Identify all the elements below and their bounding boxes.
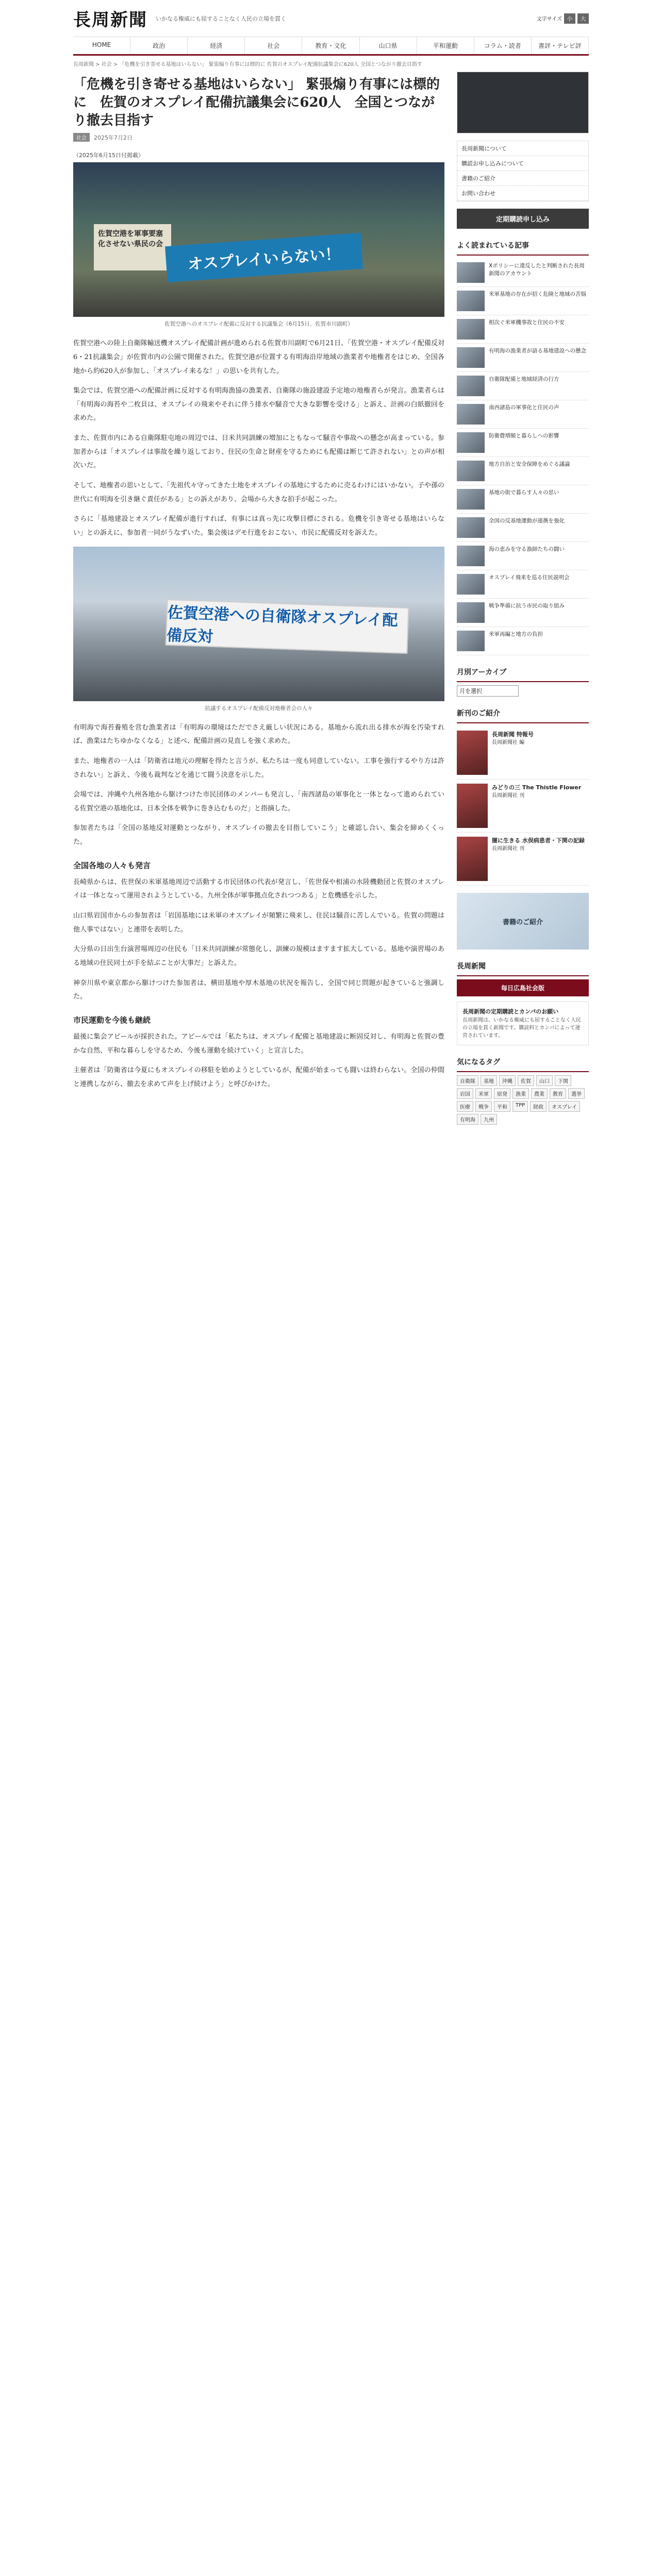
ranking-thumbnail — [457, 432, 485, 453]
ranking-item[interactable] — [457, 287, 589, 315]
photo-banner: 佐賀空港への自衛隊オスプレイ配備反対 — [166, 599, 409, 653]
ranking-item-title: 自衛隊配備と地域経済の行方 — [489, 376, 559, 382]
sidebar — [457, 72, 589, 1132]
book-item[interactable] — [457, 833, 589, 886]
tag[interactable]: 農業 — [531, 1088, 548, 1099]
publish-note: （2025年6月15日付掲載） — [73, 152, 144, 159]
ranking-item[interactable] — [457, 542, 589, 570]
ranking-thumbnail — [457, 262, 485, 283]
ranking-item[interactable] — [457, 570, 589, 599]
article-paragraph: 集会では、佐賀空港への配備計画に反対する有明海漁協の漁業者、自衛隊の施設建設予定地の地権者らが発言。漁業者らは「有明海の海苔や二枚貝は、オスプレイの飛来やそれに伴う排水や騒音で大きな影響を受ける」と訴え、計画の白紙撤回を求めた。 — [73, 387, 444, 422]
ranking-item-title: 米軍基地の存在が招く危険と地域の苦悩 — [489, 291, 586, 297]
book-item[interactable] — [457, 779, 589, 833]
tag[interactable]: 戦争 — [475, 1101, 492, 1112]
article-paragraph: 参加者たちは「全国の基地反対運動とつながり、オスプレイの撤去を目指していこう」と確認し合い、集会を締めくくった。 — [73, 824, 444, 846]
ranking-item[interactable] — [457, 344, 589, 372]
book-title: 長周新聞 特報号 — [492, 731, 534, 738]
ranking-item-title: オスプレイ飛来を巡る住民説明会 — [489, 574, 570, 581]
nav-item[interactable]: コラム・読者 — [474, 37, 532, 54]
tag[interactable]: 山口 — [536, 1075, 553, 1086]
article-main — [73, 72, 452, 1132]
book-meta: 長周新聞社 編 — [492, 739, 525, 745]
ranking-item-title: 南西諸島の軍事化と住民の声 — [489, 404, 559, 411]
ranking-thumbnail — [457, 376, 485, 396]
ranking-item[interactable] — [457, 259, 589, 287]
tags-title: 気になるタグ — [457, 1053, 589, 1072]
ranking-item-title: 地方自治と安全保障をめぐる議論 — [489, 461, 570, 467]
section-heading: 全国各地の人々も発言 — [73, 860, 151, 870]
tag[interactable]: 財政 — [530, 1101, 547, 1112]
ranking-item-title: 全国の反基地運動が連携を強化 — [489, 518, 565, 524]
sidebar-link[interactable]: 書籍のご紹介 — [457, 171, 588, 186]
tag[interactable]: 下関 — [555, 1075, 571, 1086]
book-title: 闇に生きる 水俣病患者・下関の記録 — [492, 837, 585, 844]
breadcrumb[interactable]: 長周新聞 > 社会 > 「危機を引き寄せる基地はいらない」 緊張煽り有事には標的に 佐賀のオスプレイ配備抗議集会に620人 全国とつながり撤去目指す — [73, 62, 422, 67]
ranking-thumbnail — [457, 461, 485, 481]
nav-item[interactable]: 書評・テレビ評 — [532, 37, 589, 54]
article-paragraph: 主催者は「防衛省は今夏にもオスプレイの移駐を始めようとしているが、配備が始まっても闘いは終わらない。全国の仲間と連携しながら、撤去を求めて声を上げ続けよう」と呼びかけた。 — [73, 1066, 444, 1088]
ranking-thumbnail — [457, 347, 485, 368]
ranking-item[interactable] — [457, 627, 589, 655]
sidebar-links — [457, 141, 589, 201]
books-title: 新刊のご紹介 — [457, 704, 589, 723]
ranking-thumbnail — [457, 574, 485, 595]
sidebar-link[interactable]: 購読お申し込みについて — [457, 156, 588, 171]
sidebar-link[interactable]: 長周新聞について — [457, 141, 588, 156]
page — [73, 0, 589, 1132]
ranking-item[interactable] — [457, 457, 589, 485]
ranking-item-title: 基地の街で暮らす人々の思い — [489, 489, 559, 496]
ranking-title: よく読まれている記事 — [457, 236, 589, 256]
article-paragraph: 会場では、沖縄や九州各地から駆けつけた市民団体のメンバーも発言し、「南西諸島の軍事化と一体となって進められている佐賀空港の基地化は、日本全体を戦争に巻き込むものだ」と指摘した。 — [73, 791, 444, 812]
tag[interactable]: 平和 — [494, 1101, 510, 1112]
article-paragraph: 山口県岩国市からの参加者は「岩国基地には米軍のオスプレイが頻繁に飛来し、住民は騒音に苦しんでいる。佐賀の問題は他人事ではない」と連帯を表明した。 — [73, 912, 444, 934]
article-paragraph: さらに「基地建設とオスプレイ配備が進行すれば、有事には真っ先に攻撃目標にされる。危機を引き寄せる基地はいらない」との訴えに、参加者一同がうなずいた。集会後はデモ行進をおこない、市民に配備反対を訴えた。 — [73, 515, 444, 537]
ranking-item[interactable] — [457, 485, 589, 514]
article-photo-rally — [73, 162, 444, 317]
article-paragraph: 有明海で海苔養殖を営む漁業者は「有明海の環境はただでさえ厳しい状況にある。基地から流れ出る排水が海を汚染すれば、漁業はたちゆかなくなる」と述べ、配備計画の見直しを強く求めた。 — [73, 723, 444, 745]
nav-item[interactable]: 平和運動 — [417, 37, 474, 54]
article-meta — [73, 133, 444, 142]
sidebar-link[interactable]: お問い合わせ — [457, 186, 588, 201]
sidebar-promo-image[interactable] — [457, 72, 589, 133]
book-meta: 長周新聞社 刊 — [492, 845, 525, 852]
subscribe-button[interactable]: 定期購読申し込み — [457, 209, 589, 229]
book-title: みどりの三 The Thistle Flower — [492, 784, 582, 791]
ranking-thumbnail — [457, 602, 485, 623]
newspaper-label: 長周新聞 — [457, 957, 589, 976]
nav-item[interactable]: 社会 — [245, 37, 302, 54]
ranking-item[interactable] — [457, 514, 589, 542]
font-small-button[interactable]: 小 — [564, 13, 575, 24]
nav-item[interactable]: HOME — [73, 37, 130, 54]
ranking-item[interactable] — [457, 599, 589, 627]
book-meta: 長周新聞社 刊 — [492, 792, 525, 799]
tag[interactable]: 九州 — [481, 1114, 497, 1125]
article-date: 2025年7月2日 — [94, 134, 133, 141]
photo-banner: オスプレイいらない！ — [165, 233, 363, 282]
tag[interactable]: 自衛隊 — [457, 1075, 478, 1086]
tag[interactable]: 基地 — [481, 1075, 497, 1086]
ranking-thumbnail — [457, 291, 485, 311]
nav-item[interactable]: 山口県 — [360, 37, 417, 54]
ranking-item-title: 米軍再編と地方の負担 — [489, 631, 543, 637]
article-paragraph: また、佐賀市内にある自衛隊駐屯地の周辺では、日米共同訓練の増加にともなって騒音や事故への懸念が高まっている。参加者からは「オスプレイは事故を繰り返しており、住民の生命と財産を守るためにも配備は断じて許されない」との声が相次いだ。 — [73, 434, 444, 470]
month-select[interactable]: 月を選択 — [457, 685, 519, 697]
article-paragraph: そして、地権者の思いとして、「先祖代々守ってきた土地をオスプレイの基地にするために売るわけにはいかない。子や孫の世代に有明海を引き継ぐ責任がある」との訴えがあり、会場から大きな拍手が起こった。 — [73, 482, 444, 503]
tag[interactable]: 選挙 — [568, 1088, 585, 1099]
section-heading: 市民運動を今後も継続 — [73, 1015, 151, 1025]
ranking-thumbnail — [457, 517, 485, 538]
ranking-item[interactable] — [457, 315, 589, 344]
book-item[interactable] — [457, 726, 589, 779]
ranking-list — [457, 259, 589, 655]
nav-item[interactable]: 経済 — [188, 37, 245, 54]
ranking-thumbnail — [457, 546, 485, 566]
tag[interactable]: TPP — [512, 1101, 528, 1112]
tag[interactable]: 沖縄 — [499, 1075, 516, 1086]
article-paragraph: また、地権者の一人は「防衛省は地元の理解を得たと言うが、私たちは一度も同意していない。工事を強行するやり方は許されない」と訴え、今後も裁判などを通じて闘う決意を示した。 — [73, 757, 444, 779]
article-title: 「危機を引き寄せる基地はいらない」 緊張煽り有事には標的に 佐賀のオスプレイ配備抗議集会に620人 全国とつながり撤去目指す — [73, 77, 440, 129]
ranking-item-title: 戦争準備に抗う市民の取り組み — [489, 603, 565, 609]
ranking-item-title: 相次ぐ米軍機事故と住民の不安 — [489, 319, 565, 326]
tag[interactable]: 佐賀 — [518, 1075, 534, 1086]
nav-item[interactable]: 政治 — [130, 37, 188, 54]
tag[interactable]: 岩国 — [457, 1088, 473, 1099]
photo-sign: 佐賀空港を軍事要塞化させない県民の会 — [94, 224, 171, 270]
ranking-item[interactable] — [457, 429, 589, 457]
ranking-item[interactable] — [457, 400, 589, 429]
book-cover — [457, 784, 488, 828]
photo-caption: 佐賀空港へのオスプレイ配備に反対する抗議集会（6月15日、佐賀市川副町） — [164, 321, 353, 328]
font-large-button[interactable]: 大 — [577, 13, 589, 24]
font-size-control — [537, 13, 589, 24]
ranking-item-title: 防衛費増額と暮らしへの影響 — [489, 433, 559, 439]
article-paragraph: 最後に集会アピールが採択された。アピールでは「私たちは、オスプレイ配備と基地建設に断固反対し、有明海と佐賀の豊かな自然、平和な暮らしを守るため、今後も運動を続けていく」と宣言した。 — [73, 1032, 444, 1055]
ranking-item-title: 海の恵みを守る漁師たちの闘い — [489, 546, 565, 552]
photo-caption: 抗議するオスプレイ配備反対地権者会の人々 — [205, 705, 313, 711]
subscription-info — [457, 1002, 589, 1045]
tag[interactable]: 有明海 — [457, 1114, 478, 1125]
article-paragraph: 佐賀空港への陸上自衛隊輸送機オスプレイ配備計画が進められる佐賀市川副町で6月21日、「佐賀空港・オスプレイ配備反対 6・21抗議集会」が佐賀市内の公園で開催された。佐賀空港が位置する有明海沿岸地域の漁業者や地権者をはじめ、全国各地から約620人が参加し、「オスプレイ来るな！」の思いを共有した。 — [73, 340, 452, 375]
books-banner[interactable]: 書籍のご紹介 — [457, 893, 589, 950]
book-cover — [457, 837, 488, 881]
nav-item[interactable]: 教育・文化 — [302, 37, 359, 54]
category-badge[interactable]: 社会 — [73, 133, 90, 142]
font-size-label: 文字サイズ — [536, 16, 562, 22]
info-title: 長周新聞の定期購読とカンパのお願い — [462, 1008, 559, 1015]
ranking-item-title: 有明海の漁業者が語る基地建設への懸念 — [489, 348, 586, 354]
tag[interactable]: 漁業 — [512, 1088, 529, 1099]
tag[interactable]: 医療 — [457, 1101, 473, 1112]
ranking-thumbnail — [457, 319, 485, 340]
tag[interactable]: 米軍 — [475, 1088, 492, 1099]
article-paragraph: 大分県の日出生台演習場周辺の住民も「日米共同訓練が常態化し、訓練の規模はますます拡大している。基地や演習場のある地域の住民同士が手を結ぶことが大事だ」と訴えた。 — [73, 945, 444, 967]
ranking-thumbnail — [457, 404, 485, 425]
ranking-thumbnail — [457, 631, 485, 651]
article-photo-protest — [73, 547, 444, 701]
main-nav — [73, 37, 589, 56]
archive-title: 月別アーカイブ — [457, 663, 589, 682]
tag[interactable]: 教育 — [550, 1088, 566, 1099]
tag[interactable]: 原発 — [494, 1088, 510, 1099]
ranking-item-title: Xポリシーに違反したと判断された長周新聞のアカウント — [489, 263, 585, 277]
article-paragraph: 神奈川県や東京都から駆けつけた参加者は、横田基地や厚木基地の状況を報告し、全国で同じ問題が起きていると強調した。 — [73, 979, 444, 1001]
tag-cloud — [457, 1075, 589, 1125]
site-header — [73, 0, 589, 37]
ranking-item[interactable] — [457, 372, 589, 400]
info-body: 長周新聞は、いかなる権威にも屈することなく人民の立場を貫く新聞です。購読料とカンパによって運営されています。 — [462, 1018, 581, 1039]
red-banner[interactable]: 毎日広島社会版 — [457, 979, 589, 996]
site-logo[interactable]: 長周新聞 — [73, 10, 147, 30]
tag[interactable]: オスプレイ — [549, 1101, 580, 1112]
site-tagline: いかなる権威にも屈することなく人民の立場を貫く — [156, 15, 286, 22]
book-cover — [457, 731, 488, 775]
article-paragraph: 長崎県からは、佐世保の米軍基地周辺で活動する市民団体の代表が発言し、「佐世保や相浦の水陸機動団と佐賀のオスプレイは一体となって運用されようとしている。九州全体が軍事拠点化されつつある」と危機感を示した。 — [73, 878, 444, 900]
ranking-thumbnail — [457, 489, 485, 510]
